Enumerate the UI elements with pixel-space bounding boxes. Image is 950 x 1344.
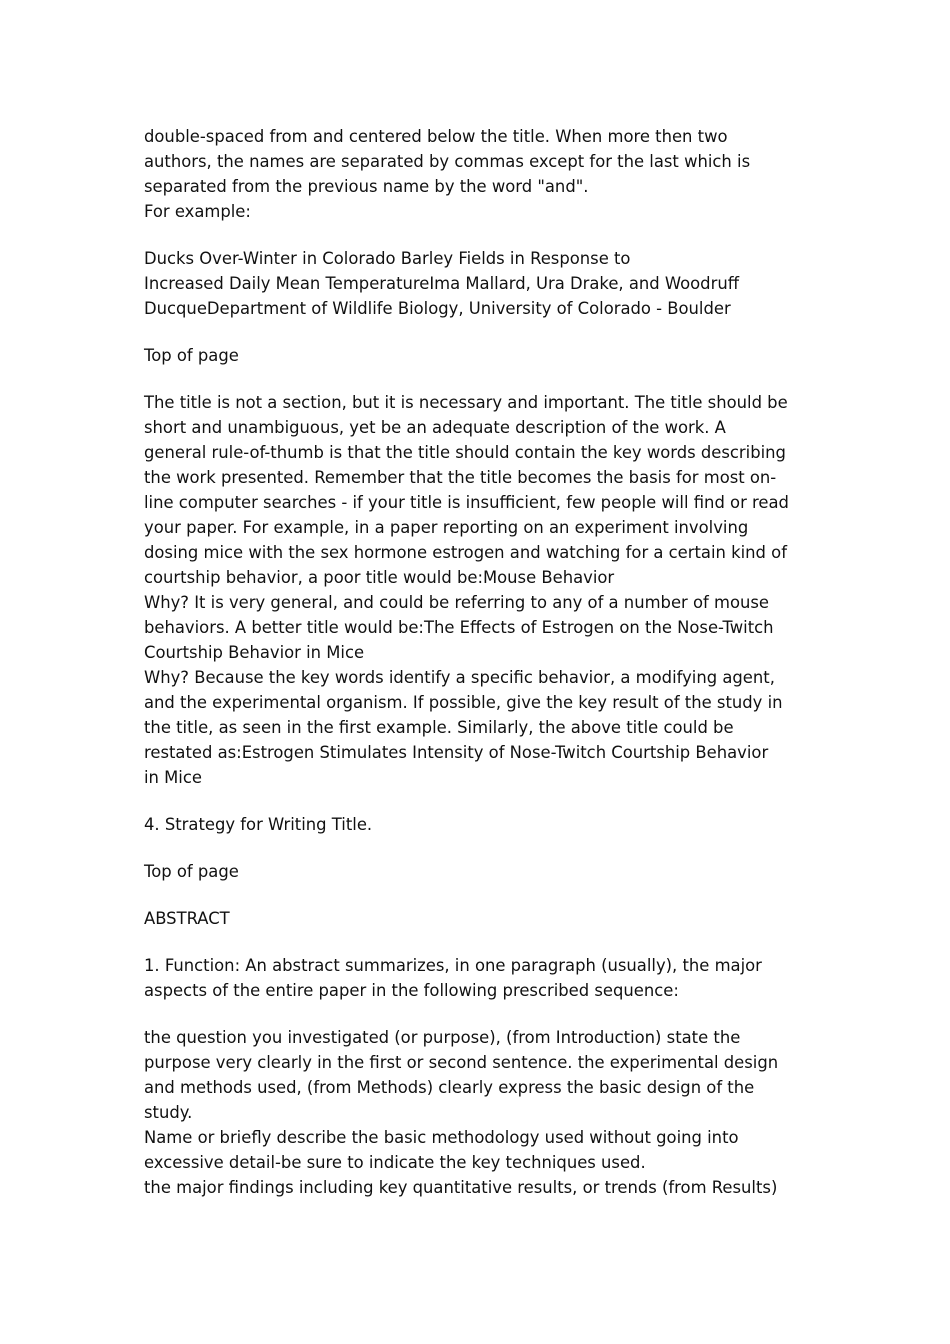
- text-line: the work presented. Remember that the title becomes the basis for most on-: [144, 468, 777, 487]
- text-line: courtship behavior, a poor title would be:Mouse Behavior: [144, 568, 615, 587]
- text-line: Courtship Behavior in Mice: [144, 643, 365, 662]
- abstract-heading: [144, 906, 808, 931]
- text-line: restated as:Estrogen Stimulates Intensity of Nose-Twitch Courtship Behavior: [144, 743, 769, 762]
- text-line: short and unambiguous, yet be an adequate description of the work. A: [144, 418, 726, 437]
- text-line: Ducks Over-Winter in Colorado Barley Fields in Response to: [144, 249, 631, 268]
- text-line: Name or briefly describe the basic methodology used without going into: [144, 1128, 739, 1147]
- top-of-page-link[interactable]: [144, 859, 808, 884]
- text-line: and methods used, (from Methods) clearly express the basic design of the: [144, 1078, 755, 1097]
- text-line: your paper. For example, in a paper reporting on an experiment involving: [144, 518, 749, 537]
- text-line: authors, the names are separated by commas except for the last which is: [144, 152, 751, 171]
- text-line: 1. Function: An abstract summarizes, in one paragraph (usually), the major: [144, 956, 762, 975]
- text-line: dosing mice with the sex hormone estrogen and watching for a certain kind of: [144, 543, 787, 562]
- text-line: study.: [144, 1103, 193, 1122]
- abstract-sequence-paragraph: [144, 1025, 808, 1200]
- text-line: separated from the previous name by the word "and".: [144, 177, 589, 196]
- link-text[interactable]: Top of page: [144, 862, 239, 881]
- text-line: in Mice: [144, 768, 202, 787]
- document-page: [144, 124, 808, 1222]
- text-line: aspects of the entire paper in the following prescribed sequence:: [144, 981, 679, 1000]
- text-line: the major findings including key quantitative results, or trends (from Results): [144, 1178, 778, 1197]
- text-line: Why? It is very general, and could be referring to any of a number of mouse: [144, 593, 769, 612]
- text-line: Why? Because the key words identify a specific behavior, a modifying agent,: [144, 668, 775, 687]
- text-line: behaviors. A better title would be:The Effects of Estrogen on the Nose-Twitch: [144, 618, 774, 637]
- text-line: purpose very clearly in the first or second sentence. the experimental design: [144, 1053, 779, 1072]
- heading-text: 4. Strategy for Writing Title.: [144, 815, 373, 834]
- strategy-heading: [144, 812, 808, 837]
- text-line: For example:: [144, 202, 251, 221]
- text-line: DucqueDepartment of Wildlife Biology, University of Colorado - Boulder: [144, 299, 731, 318]
- link-text[interactable]: Top of page: [144, 346, 239, 365]
- top-of-page-link[interactable]: [144, 343, 808, 368]
- heading-text: ABSTRACT: [144, 909, 230, 928]
- text-line: The title is not a section, but it is necessary and important. The title should be: [144, 393, 788, 412]
- author-format-paragraph: [144, 124, 808, 224]
- text-line: line computer searches - if your title is insufficient, few people will find or read: [144, 493, 789, 512]
- text-line: the title, as seen in the first example. Similarly, the above title could be: [144, 718, 734, 737]
- text-line: excessive detail-be sure to indicate the key techniques used.: [144, 1153, 646, 1172]
- text-line: double-spaced from and centered below the title. When more then two: [144, 127, 728, 146]
- text-line: general rule-of-thumb is that the title should contain the key words describing: [144, 443, 786, 462]
- title-example: [144, 246, 808, 321]
- text-line: and the experimental organism. If possible, give the key result of the study in: [144, 693, 783, 712]
- title-guidance-paragraph: [144, 390, 808, 790]
- text-line: the question you investigated (or purpose), (from Introduction) state the: [144, 1028, 741, 1047]
- text-line: Increased Daily Mean TemperatureIma Mallard, Ura Drake, and Woodruff: [144, 274, 739, 293]
- abstract-function-paragraph: [144, 953, 808, 1003]
